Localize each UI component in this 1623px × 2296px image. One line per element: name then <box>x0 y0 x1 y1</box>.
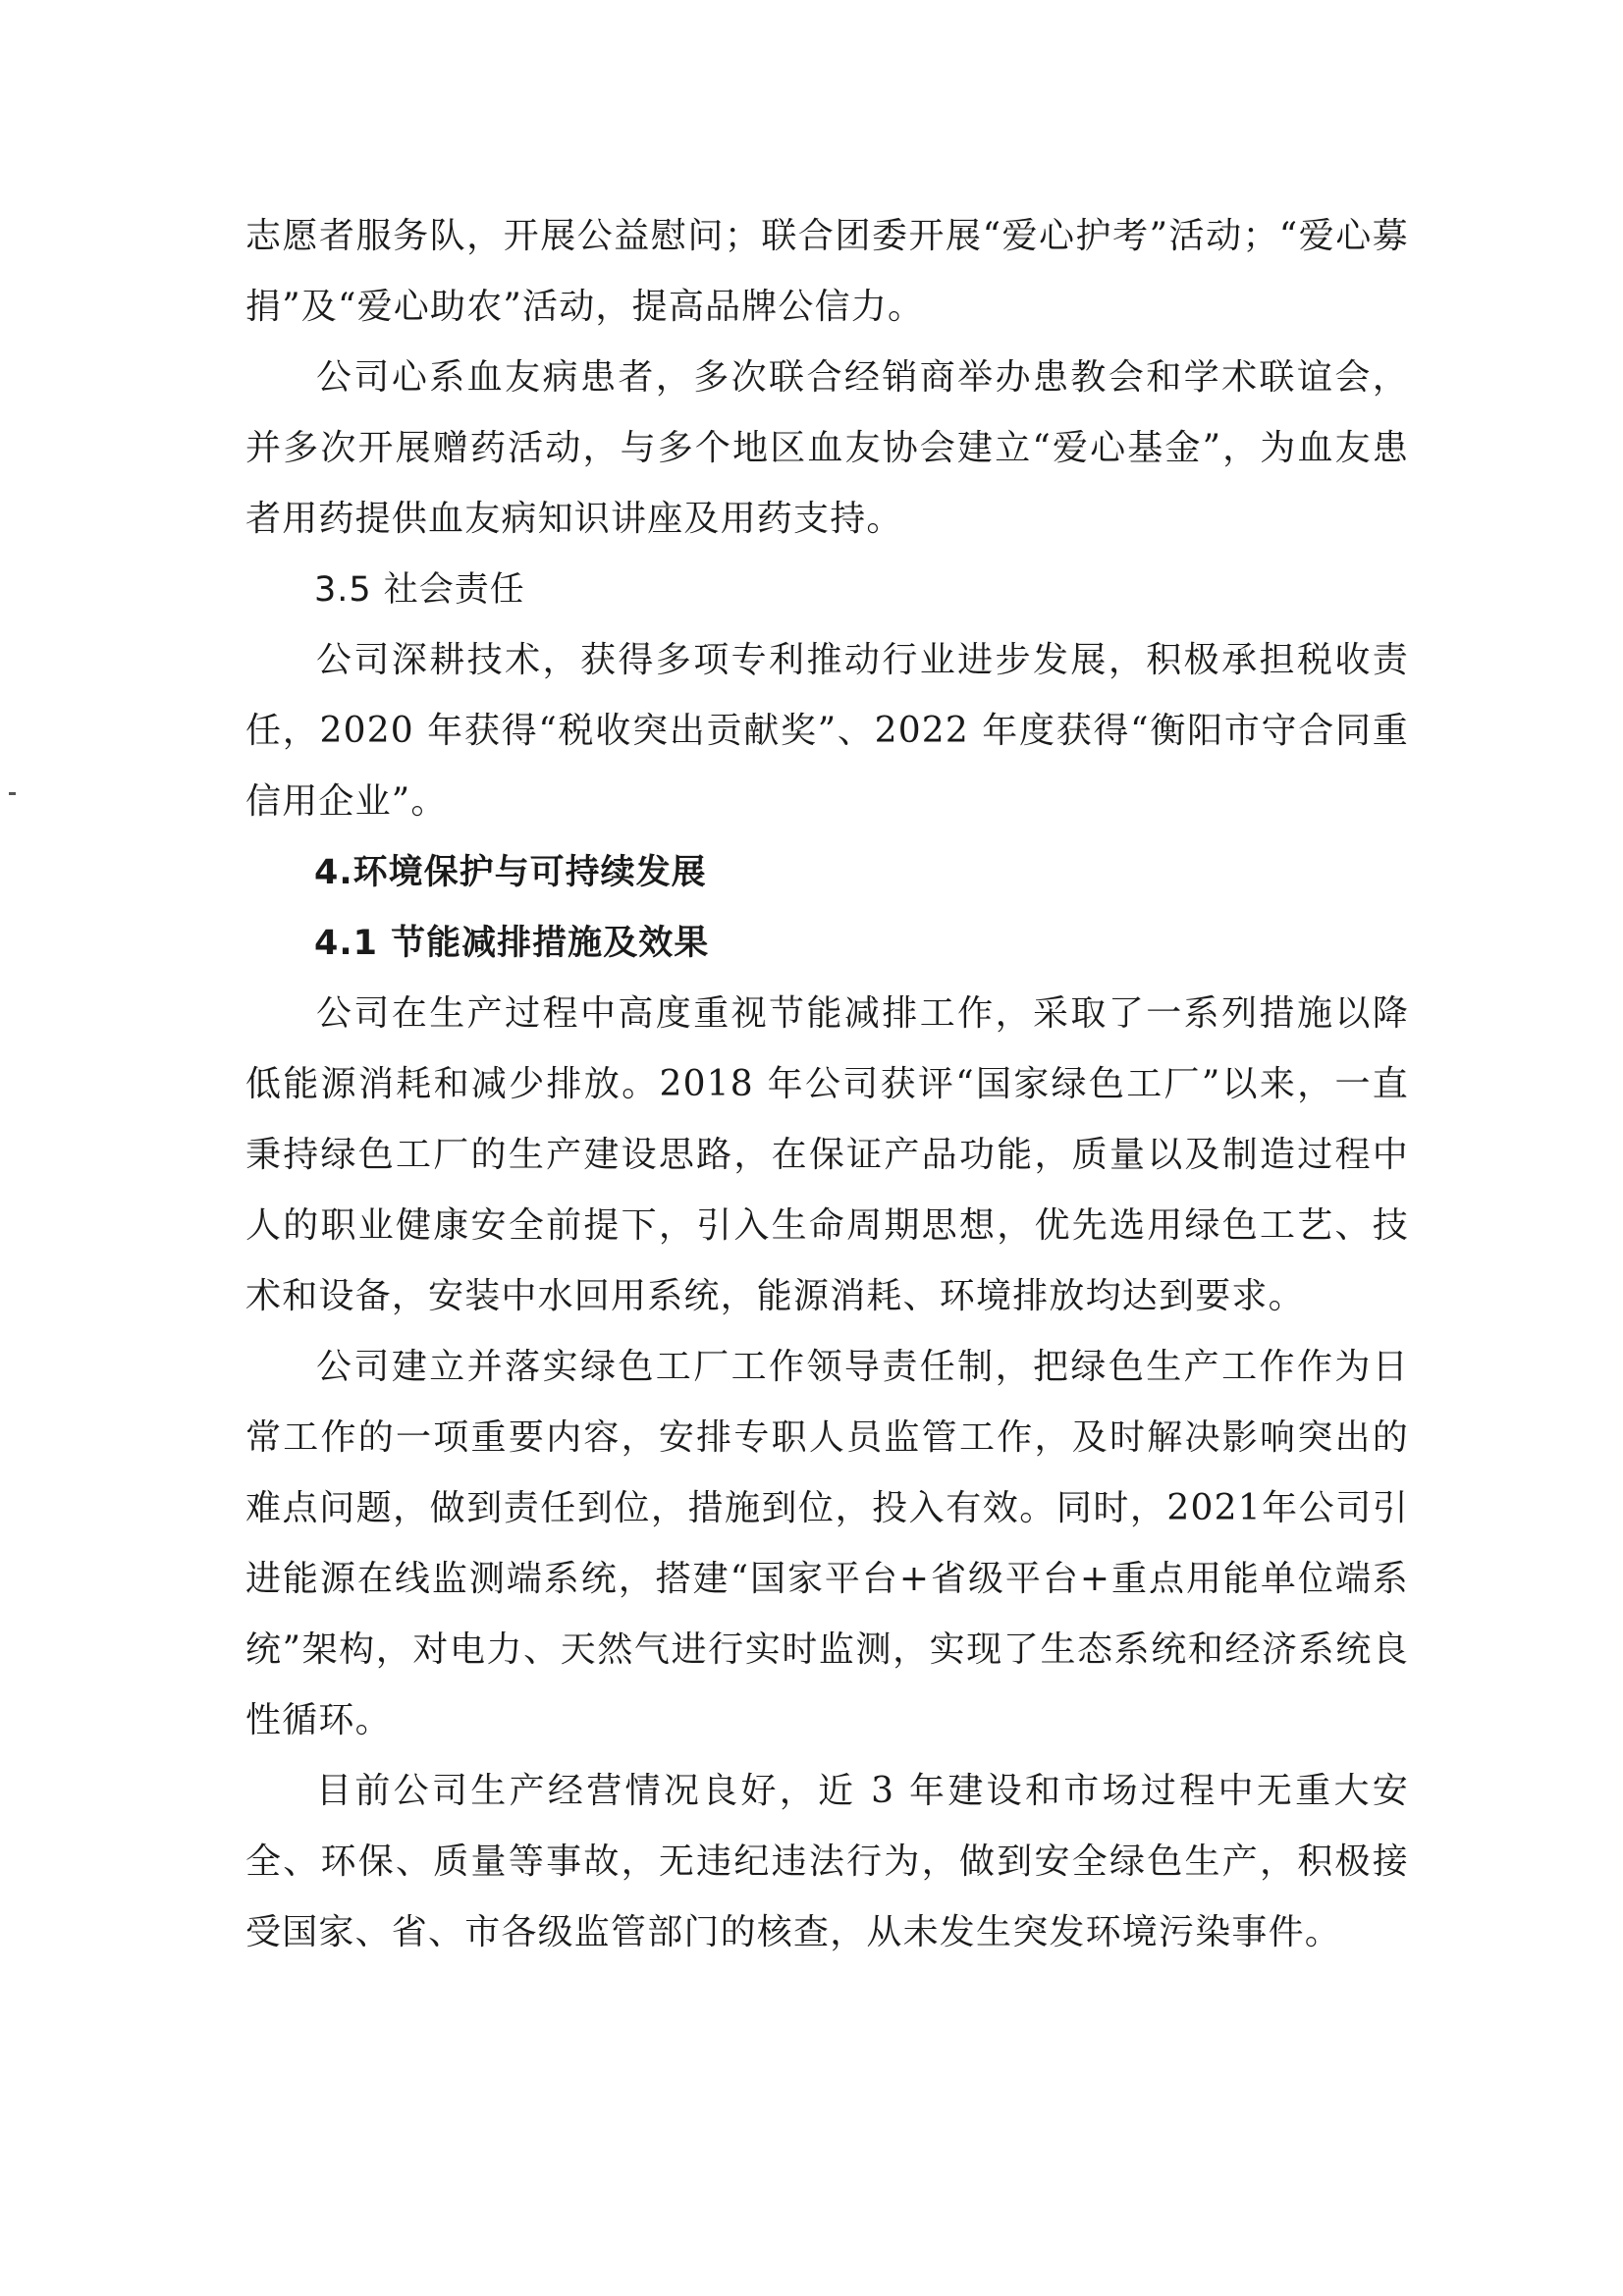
paragraph-responsibility-system: 公司建立并落实绿色工厂工作领导责任制，把绿色生产工作作为日常工作的一项重要内容，安排专职人员监管工作，及时解决影响突出的难点问题，做到责任到位，措施到位，投入有效。同时，2021年公司引进能源在线监测端系统，搭建“国家平台+省级平台+重点用能单位端系统”架构，对电力、天然气进行实时监测，实现了生态系统和经济系统良性循环。 <box>245 1347 1409 1740</box>
paragraph-hemophilia-support: 公司心系血友病患者，多次联合经销商举办患教会和学术联谊会，并多次开展赠药活动，与多个地区血友协会建立“爱心基金”，为血友患者用药提供血友病知识讲座及用药支持。 <box>245 357 1409 539</box>
paragraph-green-factory: 公司在生产过程中高度重视节能减排工作，采取了一系列措施以降低能源消耗和减少排放。2018 年公司获评“国家绿色工厂”以来，一直秉持绿色工厂的生产建设思路，在保证产品功能，质量以及制造过程中人的职业健康安全前提下，引入生命周期思想，优先选用绿色工艺、技术和设备，安装中水回用系统，能源消耗、环境排放均达到要求。 <box>245 993 1409 1316</box>
paragraph-tax-responsibility: 公司深耕技术，获得多项专利推动行业进步发展，积极承担税收责任，2020 年获得“税收突出贡献奖”、2022 年度获得“衡阳市守合同重信用企业”。 <box>245 640 1409 822</box>
paragraph-volunteer-service: 志愿者服务队，开展公益慰问；联合团委开展“爱心护考”活动；“爱心募捐”及“爱心助农”活动，提高品牌公信力。 <box>245 216 1409 327</box>
paragraph-safety-record: 目前公司生产经营情况良好，近 3 年建设和市场过程中无重大安全、环保、质量等事故，无违纪违法行为，做到安全绿色生产，积极接受国家、省、市各级监管部门的核查，从未发生突发环境污染事件。 <box>245 1771 1409 1952</box>
heading-environmental-protection: 4.环境保护与可持续发展 <box>314 853 707 892</box>
heading-social-responsibility: 3.5 社会责任 <box>314 570 525 610</box>
heading-energy-saving: 4.1 节能减排措施及效果 <box>314 924 710 963</box>
document-body <box>245 201 1409 1968</box>
margin-mark <box>9 792 16 795</box>
